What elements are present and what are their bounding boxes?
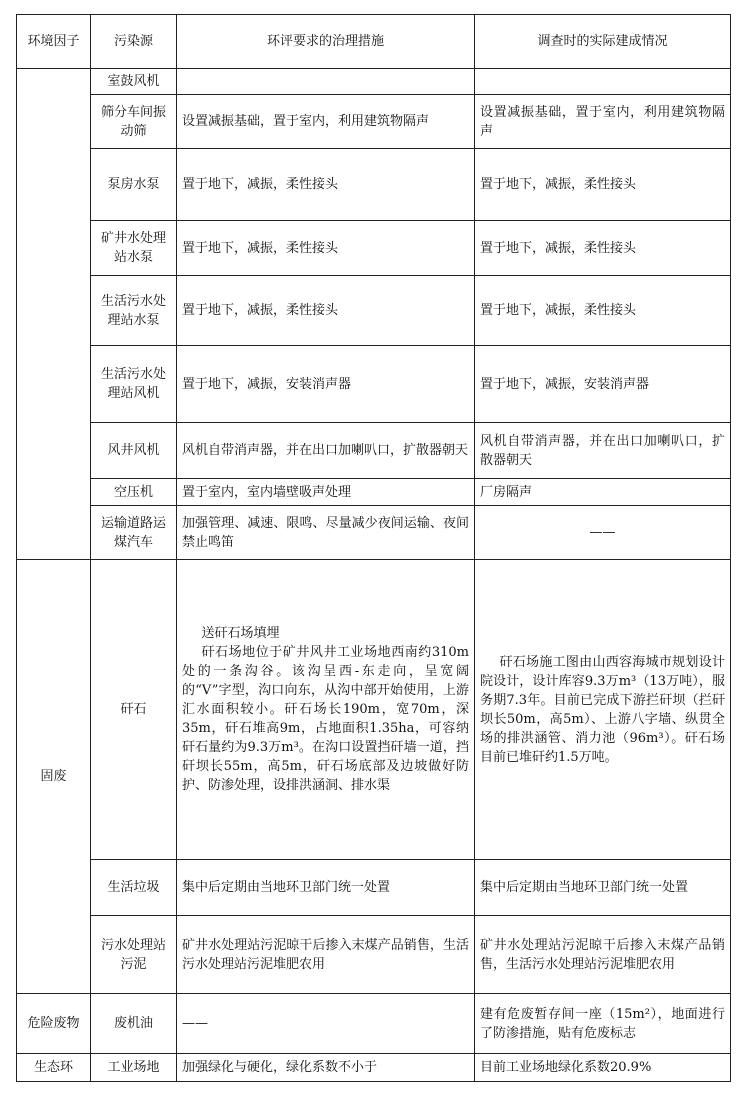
source-cell: 运输道路运煤汽车 [91,506,177,560]
actual-cell: 置于地下，减振，安装消声器 [475,346,731,423]
required-cell: 设置减振基础，置于室内，利用建筑物隔声 [177,95,475,149]
table-row [17,994,731,1054]
actual-cell: 矸石场施工图由山西容海城市规划设计院设计，设计库容9.3万m³（13万吨），服务期7.3年。目前已完成下游拦矸坝（拦矸坝长50m，高5m）、上游八字墙、纵贯全场的排洪涵管、消力池（96m³）。矸石场目前已堆矸约1.5万吨。 [475,560,731,860]
measures-table [16,14,731,1082]
required-cell: 置于室内，室内墙壁吸声处理 [177,479,475,506]
header-source: 污染源 [91,15,177,69]
required-cell: 矿井水处理站污泥晾干后掺入末煤产品销售，生活污水处理站污泥堆肥农用 [177,916,475,994]
required-cell: 集中后定期由当地环卫部门统一处置 [177,860,475,916]
header-row [17,15,731,69]
table-row [17,916,731,994]
factor-hazardous: 危险废物 [17,994,91,1054]
actual-cell [475,69,731,95]
factor-ecology: 生态环 [17,1054,91,1082]
required-cell: 加强绿化与硬化，绿化系数不小于 [177,1054,475,1082]
source-cell: 生活污水处理站水泵 [91,276,177,346]
table-row [17,560,731,860]
gangue-required-title: 送矸石场填埋 [201,626,280,641]
source-cell: 矿井水处理站水泵 [91,221,177,276]
source-cell: 筛分车间振动筛 [91,95,177,149]
actual-cell: 建有危废暂存间一座（15m²），地面进行了防渗措施，贴有危废标志 [475,994,731,1054]
table-row [17,506,731,560]
required-cell: 加强管理、减速、限鸣、尽量减少夜间运输、夜间禁止鸣笛 [177,506,475,560]
source-cell: 风井风机 [91,423,177,479]
required-cell: 置于地下，减振，安装消声器 [177,346,475,423]
source-cell: 工业场地 [91,1054,177,1082]
table-row [17,149,731,221]
source-cell: 生活垃圾 [91,860,177,916]
table-row [17,69,731,95]
noise-factor-cell [17,69,91,560]
source-cell: 生活污水处理站风机 [91,346,177,423]
actual-cell: 置于地下，减振，柔性接头 [475,221,731,276]
required-cell: 置于地下，减振，柔性接头 [177,276,475,346]
header-actual: 调查时的实际建成情况 [475,15,731,69]
source-cell: 室鼓风机 [91,69,177,95]
table-row [17,860,731,916]
required-cell: 风机自带消声器，并在出口加喇叭口，扩散器朝天 [177,423,475,479]
source-cell: 泵房水泵 [91,149,177,221]
header-required: 环评要求的治理措施 [177,15,475,69]
actual-cell: 设置减振基础，置于室内，利用建筑物隔声 [475,95,731,149]
source-cell: 废机油 [91,994,177,1054]
table-row [17,221,731,276]
source-cell: 矸石 [91,560,177,860]
factor-solid-waste: 固废 [17,560,91,994]
actual-cell: 矿井水处理站污泥晾干后掺入末煤产品销售，生活污水处理站污泥堆肥农用 [475,916,731,994]
source-cell: 空压机 [91,479,177,506]
actual-cell: 置于地下，减振，柔性接头 [475,276,731,346]
table-row [17,95,731,149]
table-row [17,1054,731,1082]
required-cell: 置于地下，减振，柔性接头 [177,221,475,276]
required-cell [177,69,475,95]
actual-cell: 厂房隔声 [475,479,731,506]
required-cell: 置于地下，减振，柔性接头 [177,149,475,221]
required-cell [177,560,475,860]
table-row [17,423,731,479]
actual-cell: —— [475,506,731,560]
actual-cell: 置于地下，减振，柔性接头 [475,149,731,221]
source-cell: 污水处理站污泥 [91,916,177,994]
actual-cell: 集中后定期由当地环卫部门统一处置 [475,860,731,916]
table-row [17,479,731,506]
actual-cell: 风机自带消声器，并在出口加喇叭口，扩散器朝天 [475,423,731,479]
required-cell: —— [177,994,475,1054]
gangue-required-body: 矸石场地位于矿井风井工业场地西南约310m处的一条沟谷。该沟呈西-东走向，呈宽阔的“V”字型，沟口向东，从沟中部开始使用，上游汇水面积较小。矸石场长190m，宽70m，深35m，矸石堆高9m，占地面积1.35ha，可容纳矸石量约为9.3万m³。在沟口设置挡矸墙一道，挡矸坝长55m，高5m，矸石场底部及边坡做好防护、防渗处理，设排洪涵洞、排水渠 [182,645,469,793]
table-row [17,276,731,346]
header-factor: 环境因子 [17,15,91,69]
table-row [17,346,731,423]
actual-cell: 目前工业场地绿化系数20.9% [475,1054,731,1082]
